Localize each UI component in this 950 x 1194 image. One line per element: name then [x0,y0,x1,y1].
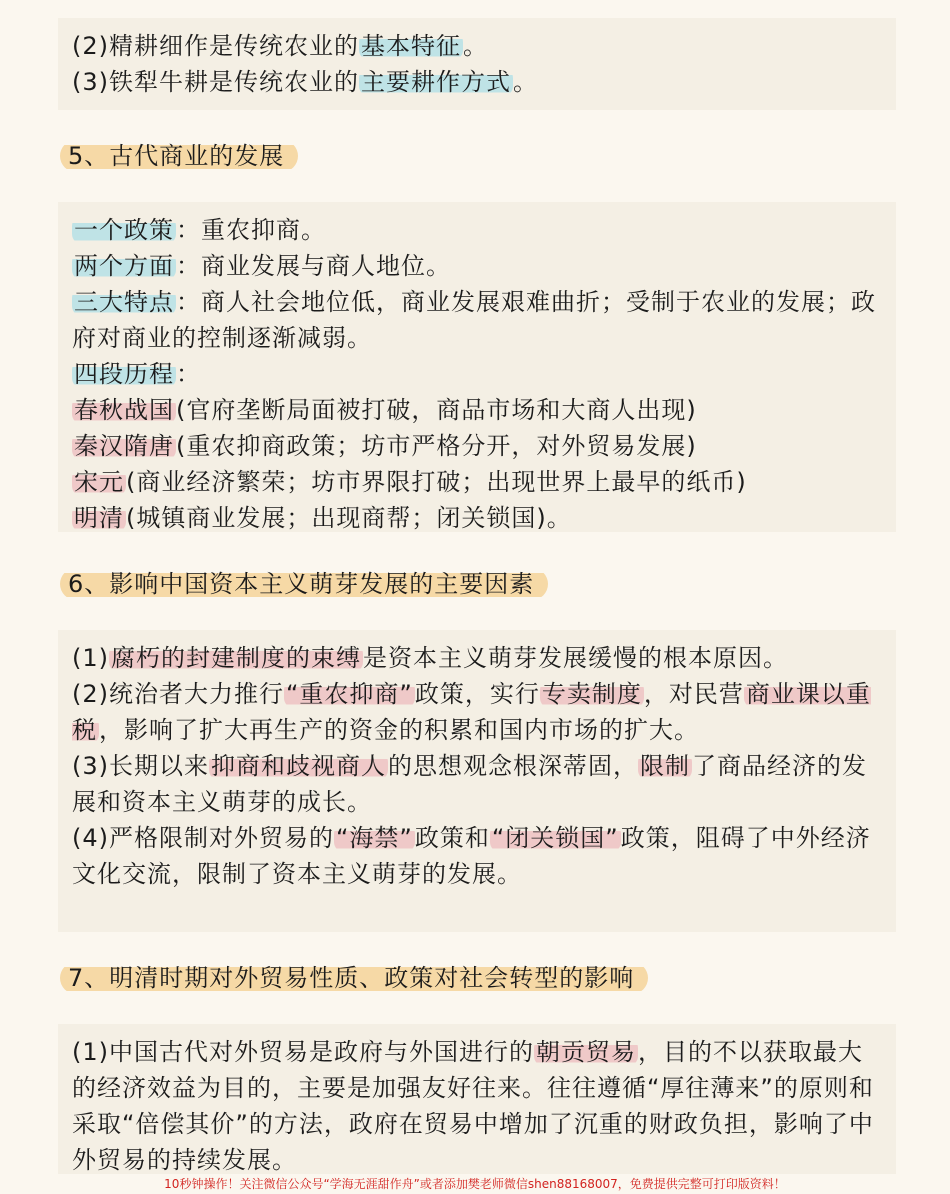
agriculture-card [58,18,896,110]
highlight-pink: 朝贡贸易 [536,1038,636,1066]
aspects-line [72,248,882,284]
factor-text: 政策和 [414,824,490,852]
features-text: ：商人社会地位低，商业发展艰难曲折；受制于农业的发展；政府对商业的控制逐渐减弱。 [72,288,876,352]
point-text: 。 [463,32,488,60]
factor-4 [72,820,882,892]
stages-line [72,356,882,392]
aspects-text: ：商业发展与商人地位。 [176,252,451,280]
footer-text: 10秒钟操作！关注微信公众号“学海无涯甜作舟”或者添加樊老师微信shen88168007，免费提供完整可打印版资料！ [164,1177,786,1191]
agriculture-point-3 [72,64,882,100]
factor-3 [72,748,882,820]
highlight-pink: 商业课以重税 [72,680,871,744]
stage-label: 明清 [74,504,124,532]
footer-promo [0,1174,950,1194]
highlight-pink: 专卖制度 [541,680,642,708]
factor-text: (1) [72,644,109,672]
highlight-pink: “闭关锁国” [491,824,619,852]
stages-text: ： [176,360,201,388]
highlight-pink: “海禁” [336,824,413,852]
point-text: (2)精耕细作是传统农业的 [72,32,359,60]
stage-item [72,392,882,428]
point-text: 。 [513,68,538,96]
trade-text: (1)中国古代对外贸易是政府与外国进行的 [72,1038,534,1066]
section-7-title: 7、明清时期对外贸易性质、政策对社会转型的影响 [60,962,648,994]
factor-text: (2)统治者大力推行 [72,680,284,708]
section-7-card [58,1024,896,1174]
highlight-blue: 基本特征 [361,32,461,60]
agriculture-point-2 [72,28,882,64]
stage-text: (官府垄断局面被打破，商品市场和大商人出现) [176,396,697,424]
factor-text: 了商品经济的发展和资本主义萌芽的成长。 [72,752,867,816]
highlight-pink: 限制 [640,752,690,780]
factor-text: 政策，阻碍了中外经济文化交流，限制了资本主义萌芽的发展。 [72,824,871,888]
highlight-pink: 抑商和歧视商人 [211,752,386,780]
factor-text: ，影响了扩大再生产的资金的积累和国内市场的扩大。 [99,716,699,744]
factor-text: (3)长期以来 [72,752,209,780]
stage-label: 宋元 [74,468,124,496]
section-5-heading [60,138,298,174]
stages-label: 四段历程 [74,360,174,388]
highlight-pink: 腐朽的封建制度的束缚 [111,644,361,672]
stage-label: 秦汉隋唐 [74,432,174,460]
features-line [72,284,882,356]
factor-text: ，对民营 [643,680,744,708]
aspects-label: 两个方面 [74,252,174,280]
features-label: 三大特点 [74,288,174,316]
section-6-title: 6、影响中国资本主义萌芽发展的主要因素 [60,568,548,600]
stage-item [72,464,882,500]
highlight-pink: “重农抑商” [286,680,413,708]
factor-1 [72,640,882,676]
policy-text: ：重农抑商。 [176,216,326,244]
factor-text: (4)严格限制对外贸易的 [72,824,334,852]
highlight-blue: 主要耕作方式 [361,68,511,96]
stage-text: (商业经济繁荣；坊市界限打破；出现世界上最早的纸币) [126,468,747,496]
section-7-heading [60,960,648,996]
section-5-card [58,202,896,532]
trade-point-1 [72,1034,882,1178]
stage-text: (城镇商业发展；出现商帮；闭关锁国)。 [126,504,572,532]
factor-text: 政策，实行 [414,680,540,708]
factor-2 [72,676,882,748]
factor-text: 是资本主义萌芽发展缓慢的根本原因。 [363,644,788,672]
policy-label: 一个政策 [74,216,174,244]
trade-text: ，目的不以获取最大的经济效益为目的，主要是加强友好往来。往往遵循“厚往薄来”的原则和采取“倍偿其价”的方法，政府在贸易中增加了沉重的财政负担，影响了中外贸易的持续发展。 [72,1038,874,1174]
section-6-heading [60,566,548,602]
stage-item [72,500,882,536]
stage-text: (重农抑商政策；坊市严格分开，对外贸易发展) [176,432,697,460]
section-5-title: 5、古代商业的发展 [60,140,298,172]
factor-text: 的思想观念根深蒂固， [388,752,638,780]
point-text: (3)铁犁牛耕是传统农业的 [72,68,359,96]
stage-item [72,428,882,464]
section-6-card [58,630,896,932]
policy-line [72,212,882,248]
stage-label: 春秋战国 [74,396,174,424]
